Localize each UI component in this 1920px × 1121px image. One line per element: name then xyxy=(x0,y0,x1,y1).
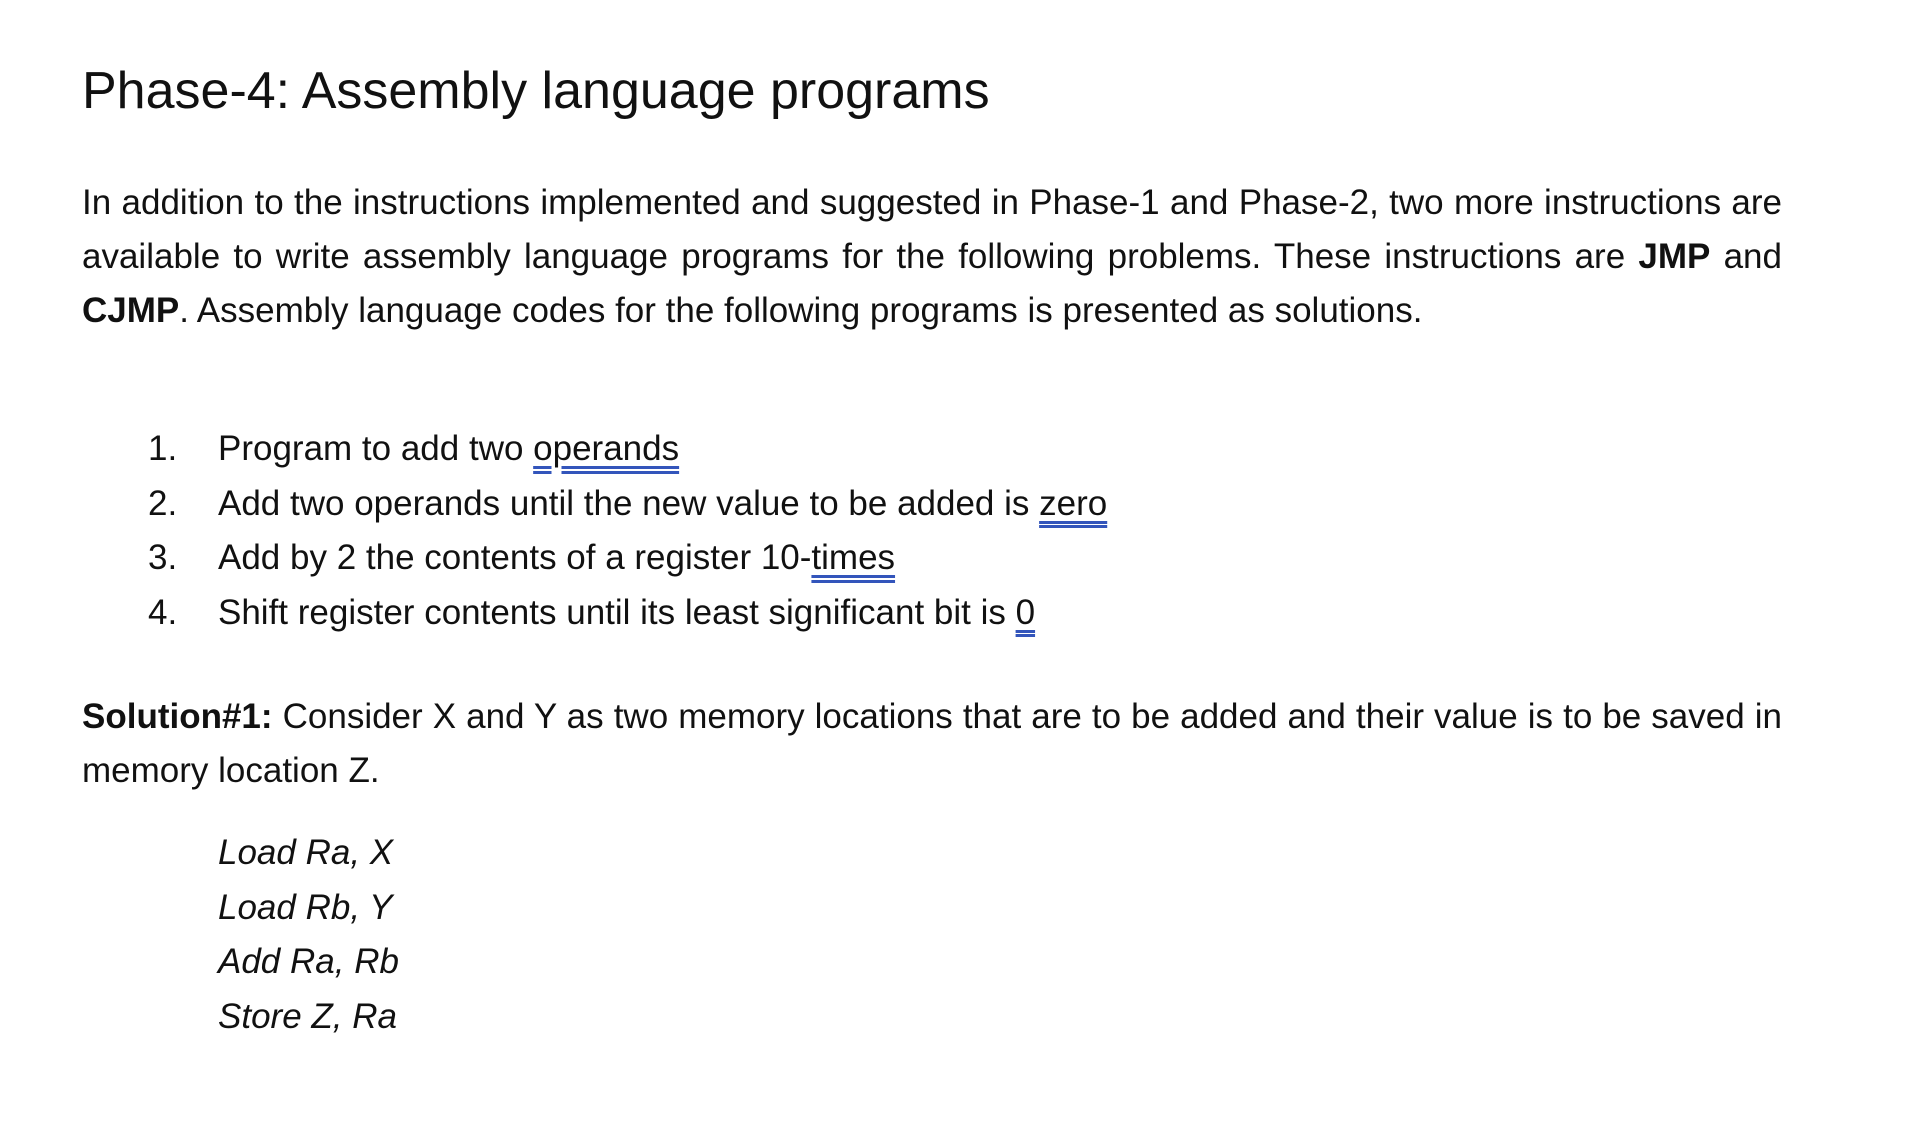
list-text xyxy=(218,422,679,477)
solution-paragraph xyxy=(82,690,1782,798)
list-text xyxy=(218,531,895,586)
list-number: 1. xyxy=(148,429,178,468)
intro-text-1: In addition to the instructions implemented and suggested in Phase-1 and Phase-2, two more instructions are available to write assembly language programs for the following problems. These instructions are xyxy=(82,183,1782,276)
list-number: 2. xyxy=(148,483,178,523)
code-block xyxy=(218,826,399,1044)
flagged-word: zero xyxy=(1039,483,1108,523)
list-text-plain: Add by 2 the contents of a register 10- xyxy=(218,538,812,577)
intro-text-3: . Assembly language codes for the following programs is presented as solutions. xyxy=(179,291,1423,330)
intro-paragraph xyxy=(82,176,1782,338)
flagged-word: 0 xyxy=(1015,592,1036,632)
list-text-plain: Add two operands until the new value to be added is xyxy=(218,483,1040,523)
intro-bold-jmp: JMP xyxy=(1638,237,1711,276)
code-line: Load Rb, Y xyxy=(218,887,393,927)
flagged-word: times xyxy=(811,538,896,577)
flagged-word: operands xyxy=(533,429,680,468)
list-number: 3. xyxy=(148,538,178,577)
list-text-plain: Shift register contents until its least significant bit is xyxy=(218,592,1016,632)
page-title: Phase-4: Assembly language programs xyxy=(82,62,990,120)
list-text-plain: Program to add two xyxy=(218,429,534,468)
list-text xyxy=(218,586,1035,641)
solution-text: Consider X and Y as two memory locations that are to be added and their value is to be saved in memory location Z. xyxy=(82,697,1782,790)
list-number: 4. xyxy=(148,592,178,632)
code-line: Load Ra, X xyxy=(218,833,394,872)
intro-bold-cjmp: CJMP xyxy=(82,291,180,330)
intro-text-2: and xyxy=(1710,237,1782,276)
list-text xyxy=(218,477,1107,532)
code-line: Add Ra, Rb xyxy=(218,942,399,981)
solution-label: Solution#1: xyxy=(82,697,273,736)
code-line: Store Z, Ra xyxy=(218,996,397,1036)
